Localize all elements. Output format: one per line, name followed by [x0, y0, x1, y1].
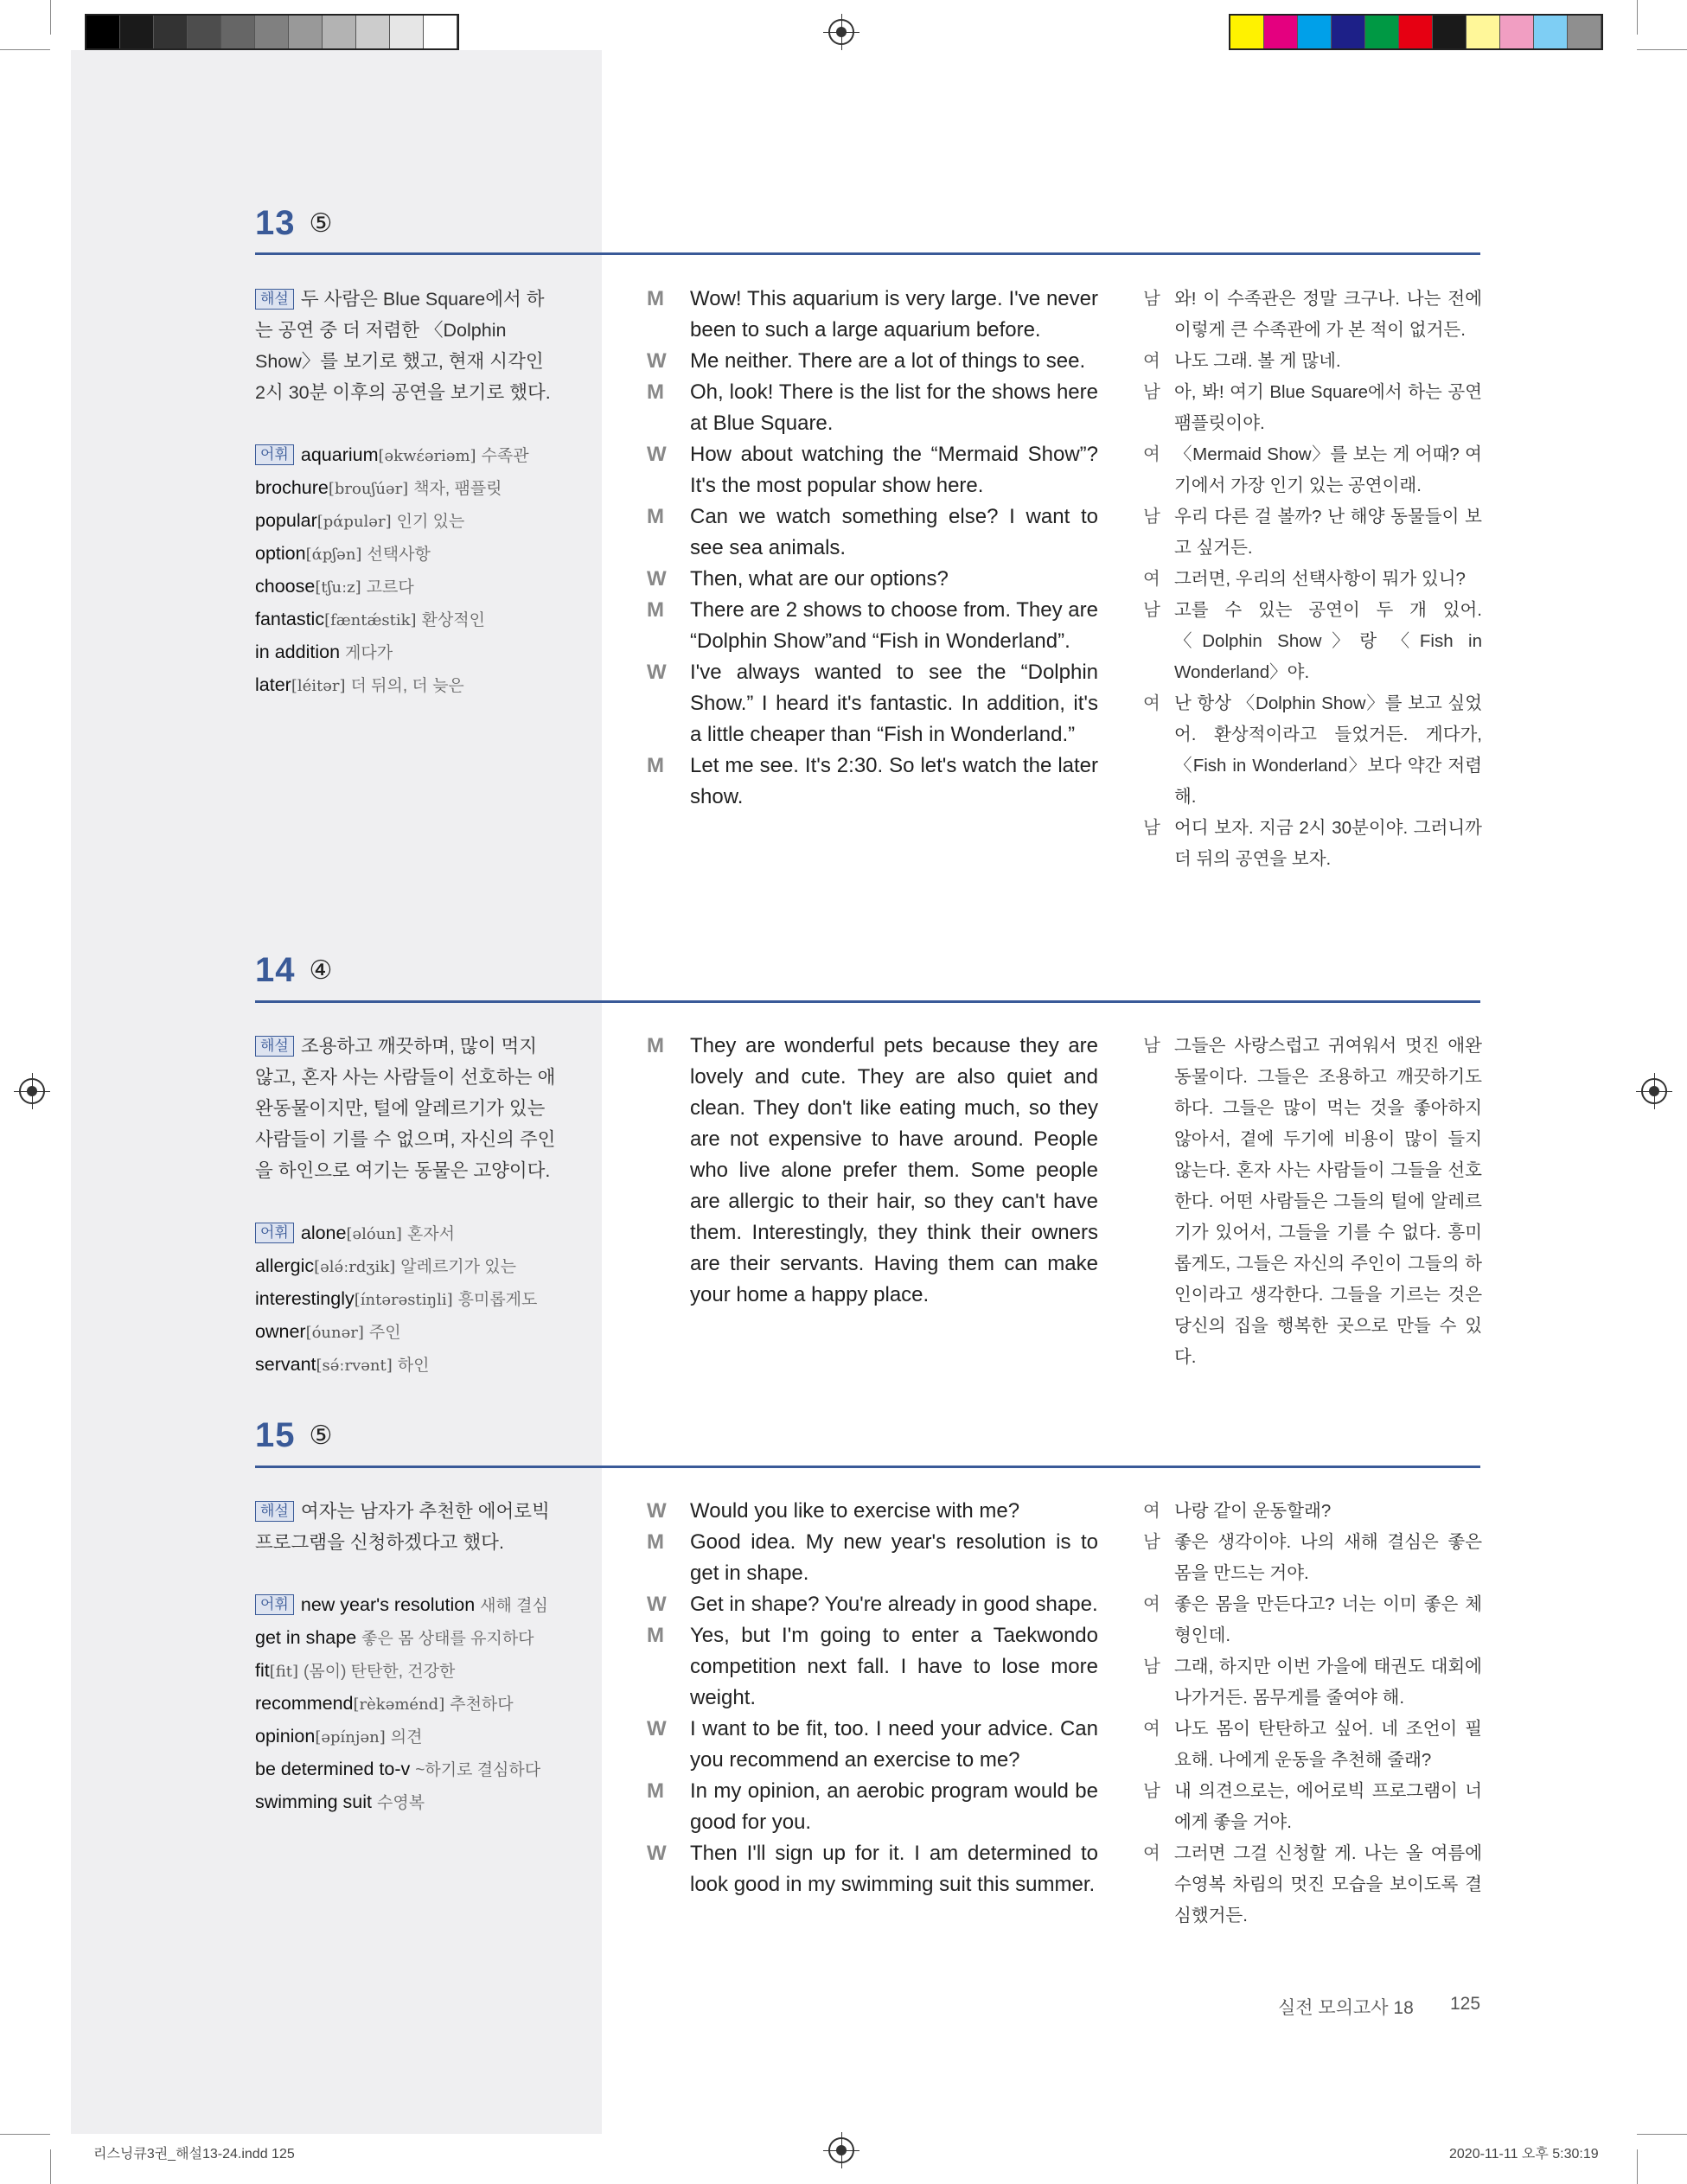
- speaker-label: W: [647, 443, 667, 466]
- translation-text: 좋은 생각이야. 나의 새해 결심은 좋은 몸을 만드는 거야.: [1174, 1532, 1482, 1583]
- question-number: 15: [255, 1416, 296, 1454]
- dialogue-text: Then I'll sign up for it. I am determined to look good in my swimming suit this summer.: [690, 1842, 1098, 1896]
- q13-dialogue: [647, 284, 1098, 813]
- translation-text: 그들은 사랑스럽고 귀여워서 멋진 애완동물이다. 그들은 조용하고 깨끗하기도 하다. 그들은 많이 먹는 것을 좋아하지 않아서, 곁에 두기에 비용이 많이 들지 않는다. 혼자 사는 사람들이 그들을 선호한다. 어떤 사람들은 그들의 털에 알레르기가 있어서, 그들을 기를 수 없다. 흥미롭게도, 그들은 자신의 주인이 그들의 하인이라고 생각한다. 그들을 기르는 것은 당신의 집을 행복한 곳으로 만들 수 있다.: [1174, 1036, 1482, 1367]
- crop-mark: [1637, 0, 1638, 35]
- registration-mark-right: [1641, 1078, 1667, 1104]
- grayscale-swatches: [85, 14, 459, 50]
- vocab-meaning: 혼자서: [406, 1225, 456, 1243]
- color-swatches: [1229, 14, 1603, 50]
- vocab-meaning: 의견: [390, 1728, 423, 1747]
- speaker-label: 여: [1143, 444, 1160, 464]
- vocab-meaning: 수영복: [377, 1794, 425, 1812]
- dialogue-line: [647, 284, 1098, 346]
- dialogue-text: Me neither. There are a lot of things to see.: [690, 349, 1086, 373]
- vocab-meaning: 주인: [368, 1324, 401, 1342]
- vocab-tag: 어휘: [255, 1594, 294, 1615]
- vocab-word: recommend: [255, 1693, 354, 1714]
- translation-text: 그러면 그걸 신청할 게. 나는 올 여름에 수영복 차림의 멋진 모습을 보이도록 결심했거든.: [1174, 1843, 1482, 1925]
- explain-text: 여자는 남자가 추천한 에어로빅 프로그램을 신청하겠다고 했다.: [255, 1501, 550, 1553]
- dialogue-text: I've always wanted to see the “Dolphin Show.” I heard it's fantastic. In addition, it's a little cheaper than “Fish in Wonderland.”: [690, 661, 1098, 746]
- dialogue-text: Good idea. My new year's resolution is to get in shape.: [690, 1530, 1098, 1585]
- translation-text: 그래, 하지만 이번 가을에 태권도 대회에 나가거든. 몸무게를 줄여야 해.: [1174, 1657, 1482, 1708]
- speaker-label: 남: [1143, 600, 1160, 620]
- speaker-label: 남: [1143, 507, 1160, 527]
- question-13-heading: [255, 204, 332, 243]
- speaker-label: 남: [1143, 1781, 1160, 1801]
- vocab-word: aquarium: [300, 444, 379, 465]
- translation-text: 좋은 몸을 만든다고? 너는 이미 좋은 체형인데.: [1174, 1594, 1482, 1645]
- dialogue-line: [647, 1031, 1098, 1311]
- translation-text: 와! 이 수족관은 정말 크구나. 나는 전에 이렇게 큰 수족관에 가 본 적이 없거든.: [1174, 289, 1482, 340]
- speaker-label: W: [647, 1842, 667, 1865]
- explain-text: 조용하고 깨끗하며, 많이 먹지 않고, 혼자 사는 사람들이 선호하는 애완동물이지만, 털에 알레르기가 있는 사람들이 기를 수 없으며, 자신의 주인을 하인으로 여기는 동물은 고양이다.: [255, 1036, 556, 1181]
- dialogue-line: [647, 750, 1098, 813]
- speaker-label: W: [647, 1717, 667, 1740]
- vocab-tag: 어휘: [255, 444, 294, 465]
- speaker-label: M: [647, 754, 664, 777]
- translation-text: 〈Mermaid Show〉를 보는 게 어때? 여기에서 가장 인기 있는 공연이래.: [1174, 444, 1482, 495]
- answer-mark: ⑤: [309, 1421, 333, 1451]
- dialogue-line: [647, 657, 1098, 750]
- print-timestamp: 2020-11-11 오후 5:30:19: [1449, 2147, 1599, 2162]
- speaker-label: 여: [1143, 1843, 1160, 1863]
- vocab-tag: 어휘: [255, 1223, 294, 1243]
- dialogue-line: [647, 564, 1098, 595]
- vocab-meaning: 추천하다: [450, 1695, 514, 1714]
- vocab-meaning: 책자, 팸플릿: [413, 480, 502, 498]
- vocab-phonetic: [fæntǽstik]: [324, 611, 417, 629]
- vocab-word: choose: [255, 576, 316, 597]
- file-slug: 리스닝큐3권_해설13-24.indd 125: [93, 2147, 295, 2162]
- explain-tag: 해설: [255, 1501, 294, 1522]
- vocab-meaning: 알레르기가 있는: [400, 1258, 517, 1276]
- vocab-word: popular: [255, 510, 317, 531]
- page-number: 125: [1450, 1994, 1481, 2014]
- registration-mark-bottom: [828, 2137, 854, 2163]
- vocab-word: interestingly: [255, 1288, 355, 1309]
- dialogue-text: Would you like to exercise with me?: [690, 1499, 1020, 1523]
- vocab-meaning: 수족관: [481, 447, 529, 465]
- vocab-phonetic: [əpínjən]: [315, 1728, 386, 1747]
- vocab-meaning: 선택사항: [367, 546, 431, 564]
- speaker-label: M: [647, 598, 664, 622]
- vocab-word: swimming suit: [255, 1791, 372, 1812]
- q14-dialogue: [647, 1031, 1098, 1311]
- vocab-word: opinion: [255, 1726, 316, 1747]
- translation-text: 고를 수 있는 공연이 두 개 있어. 〈Dolphin Show〉랑 〈Fish in Wonderland〉야.: [1174, 600, 1482, 682]
- dialogue-text: How about watching the “Mermaid Show”? It's the most popular show here.: [690, 443, 1098, 497]
- speaker-label: 여: [1143, 1719, 1160, 1739]
- dialogue-line: [647, 501, 1098, 564]
- speaker-label: 남: [1143, 382, 1160, 402]
- vocab-meaning: (몸이) 탄탄한, 건강한: [304, 1663, 456, 1681]
- speaker-label: M: [647, 380, 664, 404]
- vocab-phonetic: [rèkəménd]: [353, 1695, 445, 1714]
- crop-mark: [1637, 2149, 1638, 2184]
- section-rule: [255, 1000, 1480, 1003]
- crop-mark: [0, 2134, 50, 2135]
- speaker-label: M: [647, 1034, 664, 1057]
- dialogue-text: Wow! This aquarium is very large. I've never been to such a large aquarium before.: [690, 287, 1098, 342]
- answer-mark: ⑤: [309, 208, 333, 239]
- vocab-meaning: ~하기로 결심하다: [415, 1761, 541, 1779]
- vocab-phonetic: [óunər]: [305, 1324, 364, 1342]
- question-number: 13: [255, 204, 296, 242]
- explain-tag: 해설: [255, 1036, 294, 1057]
- dialogue-line: [647, 595, 1098, 657]
- vocab-word: alone: [300, 1223, 347, 1243]
- translation-text: 난 항상 〈Dolphin Show〉를 보고 싶었어. 환상적이라고 들었거든. 게다가, 〈Fish in Wonderland〉보다 약간 저렴해.: [1174, 693, 1482, 807]
- dialogue-line: [647, 1776, 1098, 1838]
- vocab-word: fantastic: [255, 609, 325, 629]
- vocab-phonetic: [sə́ːrvənt]: [316, 1357, 393, 1375]
- dialogue-line: [647, 377, 1098, 439]
- q14-explanation: [255, 1031, 558, 1382]
- dialogue-line: [647, 1714, 1098, 1776]
- vocab-phonetic: [íntərəstiŋli]: [354, 1291, 453, 1309]
- question-number: 14: [255, 951, 296, 989]
- vocab-meaning: 하인: [397, 1357, 430, 1375]
- speaker-label: W: [647, 349, 667, 373]
- question-14-heading: [255, 951, 332, 990]
- q15-translation: [1143, 1496, 1482, 1932]
- speaker-label: M: [647, 1530, 664, 1554]
- dialogue-line: [647, 1589, 1098, 1620]
- q14-translation: [1143, 1031, 1482, 1373]
- vocab-meaning: 고르다: [366, 578, 414, 597]
- section-label: 실전 모의고사 18: [1278, 1998, 1414, 2018]
- vocab-phonetic: [əlóun]: [346, 1225, 402, 1243]
- vocab-meaning: 흥미롭게도: [457, 1291, 538, 1309]
- translation-text: 그러면, 우리의 선택사항이 뭐가 있니?: [1174, 569, 1466, 589]
- dialogue-text: Let me see. It's 2:30. So let's watch the later show.: [690, 754, 1098, 808]
- q15-dialogue: [647, 1496, 1098, 1900]
- speaker-label: 여: [1143, 1501, 1160, 1521]
- translation-text: 나랑 같이 운동할래?: [1174, 1501, 1332, 1521]
- dialogue-text: In my opinion, an aerobic program would be good for you.: [690, 1779, 1098, 1834]
- speaker-label: W: [647, 567, 667, 591]
- speaker-label: 남: [1143, 1036, 1160, 1056]
- dialogue-text: I want to be fit, too. I need your advice. Can you recommend an exercise to me?: [690, 1717, 1098, 1772]
- crop-mark: [50, 0, 51, 35]
- speaker-label: M: [647, 1779, 664, 1803]
- dialogue-text: They are wonderful pets because they are lovely and cute. They are also quiet and clean. They don't like eating much, so they are not expensive to have around. People who live alone prefer them. Some people are allergic to their hair, so they can't have them. Interestingly, they think their owners are their servants. Having them can make your home a happy place.: [690, 1034, 1098, 1306]
- q13-explanation: [255, 284, 558, 702]
- vocab-phonetic: [άpʃən]: [305, 546, 362, 564]
- vocab-word: allergic: [255, 1255, 315, 1276]
- vocab-phonetic: [fit]: [269, 1663, 299, 1681]
- dialogue-line: [647, 1838, 1098, 1900]
- speaker-label: W: [647, 661, 667, 684]
- speaker-label: W: [647, 1593, 667, 1616]
- vocab-phonetic: [léitər]: [291, 677, 346, 695]
- speaker-label: 여: [1143, 693, 1160, 713]
- registration-mark-top: [828, 19, 854, 45]
- crop-mark: [1637, 49, 1687, 50]
- vocab-meaning: 인기 있는: [396, 513, 465, 531]
- vocab-phonetic: [pάpulər]: [316, 513, 392, 531]
- dialogue-text: There are 2 shows to choose from. They are “Dolphin Show”and “Fish in Wonderland”.: [690, 598, 1098, 653]
- vocab-word: fit: [255, 1660, 270, 1681]
- vocab-meaning: 새해 결심: [480, 1597, 548, 1615]
- vocab-list: [255, 1589, 558, 1819]
- vocab-meaning: 게다가: [345, 644, 393, 662]
- dialogue-line: [647, 439, 1098, 501]
- vocab-word: brochure: [255, 477, 329, 498]
- vocab-word: in addition: [255, 642, 341, 662]
- vocab-meaning: 좋은 몸 상태를 유지하다: [361, 1630, 534, 1648]
- translation-text: 우리 다른 걸 볼까? 난 해양 동물들이 보고 싶거든.: [1174, 507, 1482, 558]
- speaker-label: 남: [1143, 1657, 1160, 1676]
- vocab-meaning: 환상적인: [421, 611, 486, 629]
- dialogue-text: Oh, look! There is the list for the shows here at Blue Square.: [690, 380, 1098, 435]
- vocab-list: [255, 1217, 558, 1382]
- vocab-list: [255, 439, 558, 702]
- translation-text: 아, 봐! 여기 Blue Square에서 하는 공연 팸플릿이야.: [1174, 382, 1482, 433]
- speaker-label: M: [647, 1624, 664, 1647]
- explain-tag: 해설: [255, 289, 294, 310]
- vocab-word: be determined to-v: [255, 1759, 411, 1779]
- vocab-word: new year's resolution: [300, 1594, 476, 1615]
- dialogue-line: [647, 1527, 1098, 1589]
- speaker-label: 여: [1143, 1594, 1160, 1614]
- explain-text: 두 사람은 Blue Square에서 하는 공연 중 더 저렴한 〈Dolphin Show〉를 보기로 했고, 현재 시각인 2시 30분 이후의 공연을 보기로 했다.: [255, 289, 551, 403]
- vocab-word: owner: [255, 1321, 306, 1342]
- vocab-phonetic: [tʃuːz]: [315, 578, 361, 597]
- section-rule: [255, 1466, 1480, 1468]
- vocab-word: option: [255, 543, 306, 564]
- speaker-label: W: [647, 1499, 667, 1523]
- dialogue-text: Get in shape? You're already in good shape.: [690, 1593, 1098, 1616]
- speaker-label: 여: [1143, 351, 1160, 371]
- registration-mark-left: [19, 1078, 45, 1104]
- crop-mark: [0, 49, 50, 50]
- crop-mark: [50, 2149, 51, 2184]
- crop-mark: [1637, 2134, 1687, 2135]
- speaker-label: M: [647, 505, 664, 528]
- vocab-word: later: [255, 674, 291, 695]
- speaker-label: 남: [1143, 818, 1160, 838]
- translation-text: 내 의견으로는, 에어로빅 프로그램이 너에게 좋을 거야.: [1174, 1781, 1482, 1832]
- q15-explanation: [255, 1496, 558, 1819]
- speaker-label: 여: [1143, 569, 1160, 589]
- question-15-heading: [255, 1416, 332, 1455]
- answer-mark: ④: [309, 955, 333, 986]
- dialogue-text: Can we watch something else? I want to see sea animals.: [690, 505, 1098, 559]
- dialogue-text: Then, what are our options?: [690, 567, 949, 591]
- vocab-word: servant: [255, 1354, 316, 1375]
- translation-text: 어디 보자. 지금 2시 30분이야. 그러니까 더 뒤의 공연을 보자.: [1174, 818, 1482, 869]
- dialogue-text: Yes, but I'm going to enter a Taekwondo competition next fall. I have to lose more weight.: [690, 1624, 1098, 1709]
- vocab-meaning: 더 뒤의, 더 늦은: [350, 677, 464, 695]
- vocab-phonetic: [ələ́ːrdʒik]: [314, 1258, 396, 1276]
- vocab-phonetic: [əkwέəriəm]: [378, 447, 476, 465]
- speaker-label: M: [647, 287, 664, 310]
- translation-text: 나도 몸이 탄탄하고 싶어. 네 조언이 필요해. 나에게 운동을 추천해 줄래?: [1174, 1719, 1482, 1770]
- speaker-label: 남: [1143, 289, 1160, 309]
- speaker-label: 남: [1143, 1532, 1160, 1552]
- section-rule: [255, 252, 1480, 255]
- vocab-phonetic: [brouʃúər]: [328, 480, 409, 498]
- dialogue-line: [647, 1496, 1098, 1527]
- dialogue-line: [647, 1620, 1098, 1714]
- vocab-word: get in shape: [255, 1627, 357, 1648]
- translation-text: 나도 그래. 볼 게 많네.: [1174, 351, 1341, 371]
- q13-translation: [1143, 284, 1482, 875]
- dialogue-line: [647, 346, 1098, 377]
